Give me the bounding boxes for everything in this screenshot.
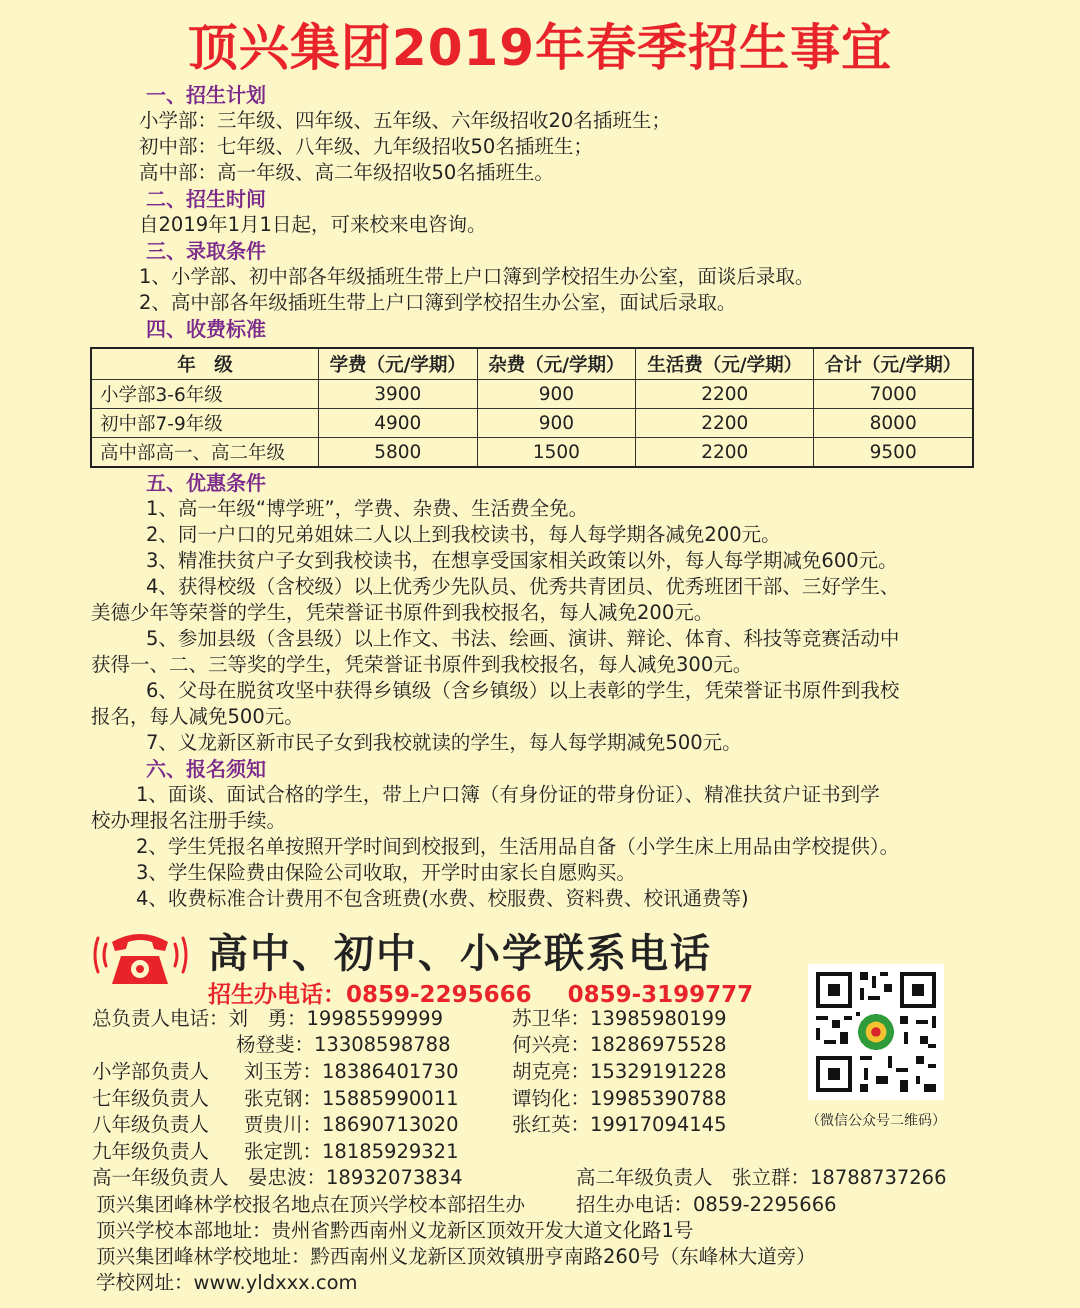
contact-row: 总负责人电话：刘 勇：19985599999 xyxy=(92,1007,443,1030)
qr-caption: （微信公众号二维码） xyxy=(806,1113,946,1129)
col-tuition: 学费（元/学期） xyxy=(319,348,478,380)
office-phone xyxy=(208,976,753,1009)
section1-line: 初中部：七年级、八年级、九年级招收50名插班生； xyxy=(139,135,593,158)
qr-code-icon[interactable] xyxy=(808,964,944,1100)
contact-role: 小学部负责人 xyxy=(92,1060,210,1083)
section5-line: 报名，每人减免500元。 xyxy=(91,705,304,728)
section5-line: 3、精准扶贫户子女到我校读书，在想享受国家相关政策以外，每人每学期减免600元。 xyxy=(146,549,898,572)
section1-heading: 一、招生计划 xyxy=(146,83,266,107)
col-misc: 杂费（元/学期） xyxy=(477,348,636,380)
table-row xyxy=(91,380,973,409)
section2-line: 自2019年1月1日起，可来校来电咨询。 xyxy=(139,213,487,236)
contact-row: 张红英：19917094145 xyxy=(512,1113,727,1136)
office-phone-primary: 招生办电话：0859-2295666 xyxy=(208,982,532,1008)
contact-row: 胡克亮：15329191228 xyxy=(512,1060,727,1083)
address-main: 顶兴学校本部地址：贵州省黔西南州义龙新区顶效开发大道文化路1号 xyxy=(96,1219,694,1242)
section5-line: 美德少年等荣誉的学生，凭荣誉证书原件到我校报名，每人减免200元。 xyxy=(91,601,714,624)
section5-line: 7、义龙新区新市民子女到我校就读的学生，每人每学期减免500元。 xyxy=(146,731,742,754)
section1-line: 小学部：三年级、四年级、五年级、六年级招收20名插班生； xyxy=(139,109,671,132)
section6-line: 4、收费标准合计费用不包含班费(水费、校服费、资料费、校讯通费等) xyxy=(136,887,749,910)
cell-tuition: 5800 xyxy=(319,438,478,468)
contact-row: 苏卫华：13985980199 xyxy=(512,1007,727,1030)
school-website[interactable]: 学校网址：www.yldxxx.com xyxy=(96,1271,358,1294)
cell-total: 7000 xyxy=(814,380,973,409)
section6-line: 1、面谈、面试合格的学生，带上户口簿（有身份证的带身份证）、精准扶贫户证书到学 xyxy=(136,783,880,806)
col-living: 生活费（元/学期） xyxy=(636,348,814,380)
section6-line: 2、学生凭报名单按照开学时间到校报到，生活用品自备（小学生床上用品由学校提供）。 xyxy=(136,835,900,858)
col-grade: 年 级 xyxy=(91,348,319,380)
contact-role: 九年级负责人 xyxy=(92,1140,210,1163)
section5-heading: 五、优惠条件 xyxy=(146,471,266,495)
contact-row: 高一年级负责人 晏忠波：18932073834 xyxy=(92,1166,463,1189)
contact-row: 高二年级负责人 张立群：18788737266 xyxy=(576,1166,947,1189)
section5-line: 4、获得校级（含校级）以上优秀少先队员、优秀共青团员、优秀班团干部、三好学生、 xyxy=(146,575,900,598)
poster-title: 顶兴集团2019年春季招生事宜 xyxy=(187,19,893,77)
cell-total: 8000 xyxy=(814,409,973,438)
section5-line: 1、高一年级“博学班”，学费、杂费、生活费全免。 xyxy=(146,497,589,520)
section5-line: 获得一、二、三等奖的学生，凭荣誉证书原件到我校报名，每人减免300元。 xyxy=(91,653,753,676)
contact-row: 招生办电话：0859-2295666 xyxy=(576,1193,837,1216)
contact-role: 八年级负责人 xyxy=(92,1113,210,1136)
section1-line: 高中部：高一年级、高二年级招收50名插班生。 xyxy=(139,161,554,184)
cell-total: 9500 xyxy=(814,438,973,468)
section3-line: 1、小学部、初中部各年级插班生带上户口簿到学校招生办公室，面谈后录取。 xyxy=(139,265,815,288)
cell-living: 2200 xyxy=(636,380,814,409)
table-row xyxy=(91,438,973,468)
contact-row: 贾贵川：18690713020 xyxy=(244,1113,459,1136)
cell-grade: 小学部3-6年级 xyxy=(91,380,319,409)
table-row xyxy=(91,409,973,438)
contact-row: 杨登斐：13308598788 xyxy=(236,1033,451,1056)
contact-row: 张克钢：15885990011 xyxy=(244,1087,459,1110)
cell-misc: 1500 xyxy=(477,438,636,468)
section4-heading: 四、收费标准 xyxy=(146,317,266,341)
fee-table-header xyxy=(91,348,973,380)
address-fenglin: 顶兴集团峰林学校地址：黔西南州义龙新区顶效镇册亨南路260号（东峰林大道旁） xyxy=(96,1245,816,1268)
section5-line: 5、参加县级（含县级）以上作文、书法、绘画、演讲、辩论、体育、科技等竞赛活动中 xyxy=(146,627,900,650)
cell-living: 2200 xyxy=(636,438,814,468)
section5-line: 6、父母在脱贫攻坚中获得乡镇级（含乡镇级）以上表彰的学生，凭荣誉证书原件到我校 xyxy=(146,679,900,702)
contact-row: 谭钧化：19985390788 xyxy=(512,1087,727,1110)
cell-grade: 初中部7-9年级 xyxy=(91,409,319,438)
cell-misc: 900 xyxy=(477,380,636,409)
contact-row: 顶兴集团峰林学校报名地点在顶兴学校本部招生办 xyxy=(96,1193,526,1216)
cell-grade: 高中部高一、高二年级 xyxy=(91,438,319,468)
cell-tuition: 4900 xyxy=(319,409,478,438)
section6-line: 3、学生保险费由保险公司收取，开学时由家长自愿购买。 xyxy=(136,861,636,884)
contact-row: 刘玉芳：18386401730 xyxy=(244,1060,459,1083)
cell-tuition: 3900 xyxy=(319,380,478,409)
fee-table xyxy=(90,347,974,468)
cell-misc: 900 xyxy=(477,409,636,438)
col-total: 合计（元/学期） xyxy=(814,348,973,380)
section2-heading: 二、招生时间 xyxy=(146,187,266,211)
office-phone-secondary: 0859-3199777 xyxy=(567,982,754,1008)
cell-living: 2200 xyxy=(636,409,814,438)
section3-line: 2、高中部各年级插班生带上户口簿到学校招生办公室，面试后录取。 xyxy=(139,291,737,314)
contact-role: 七年级负责人 xyxy=(92,1087,210,1110)
contact-row: 何兴亮：18286975528 xyxy=(512,1033,727,1056)
contact-title: 高中、初中、小学联系电话 xyxy=(208,931,712,977)
telephone-icon xyxy=(88,920,193,990)
section3-heading: 三、录取条件 xyxy=(146,239,266,263)
section5-line: 2、同一户口的兄弟姐妹二人以上到我校读书，每人每学期各减免200元。 xyxy=(146,523,781,546)
contact-row: 张定凯：18185929321 xyxy=(244,1140,459,1163)
section6-heading: 六、报名须知 xyxy=(146,757,266,781)
section6-line: 校办理报名注册手续。 xyxy=(91,809,287,832)
